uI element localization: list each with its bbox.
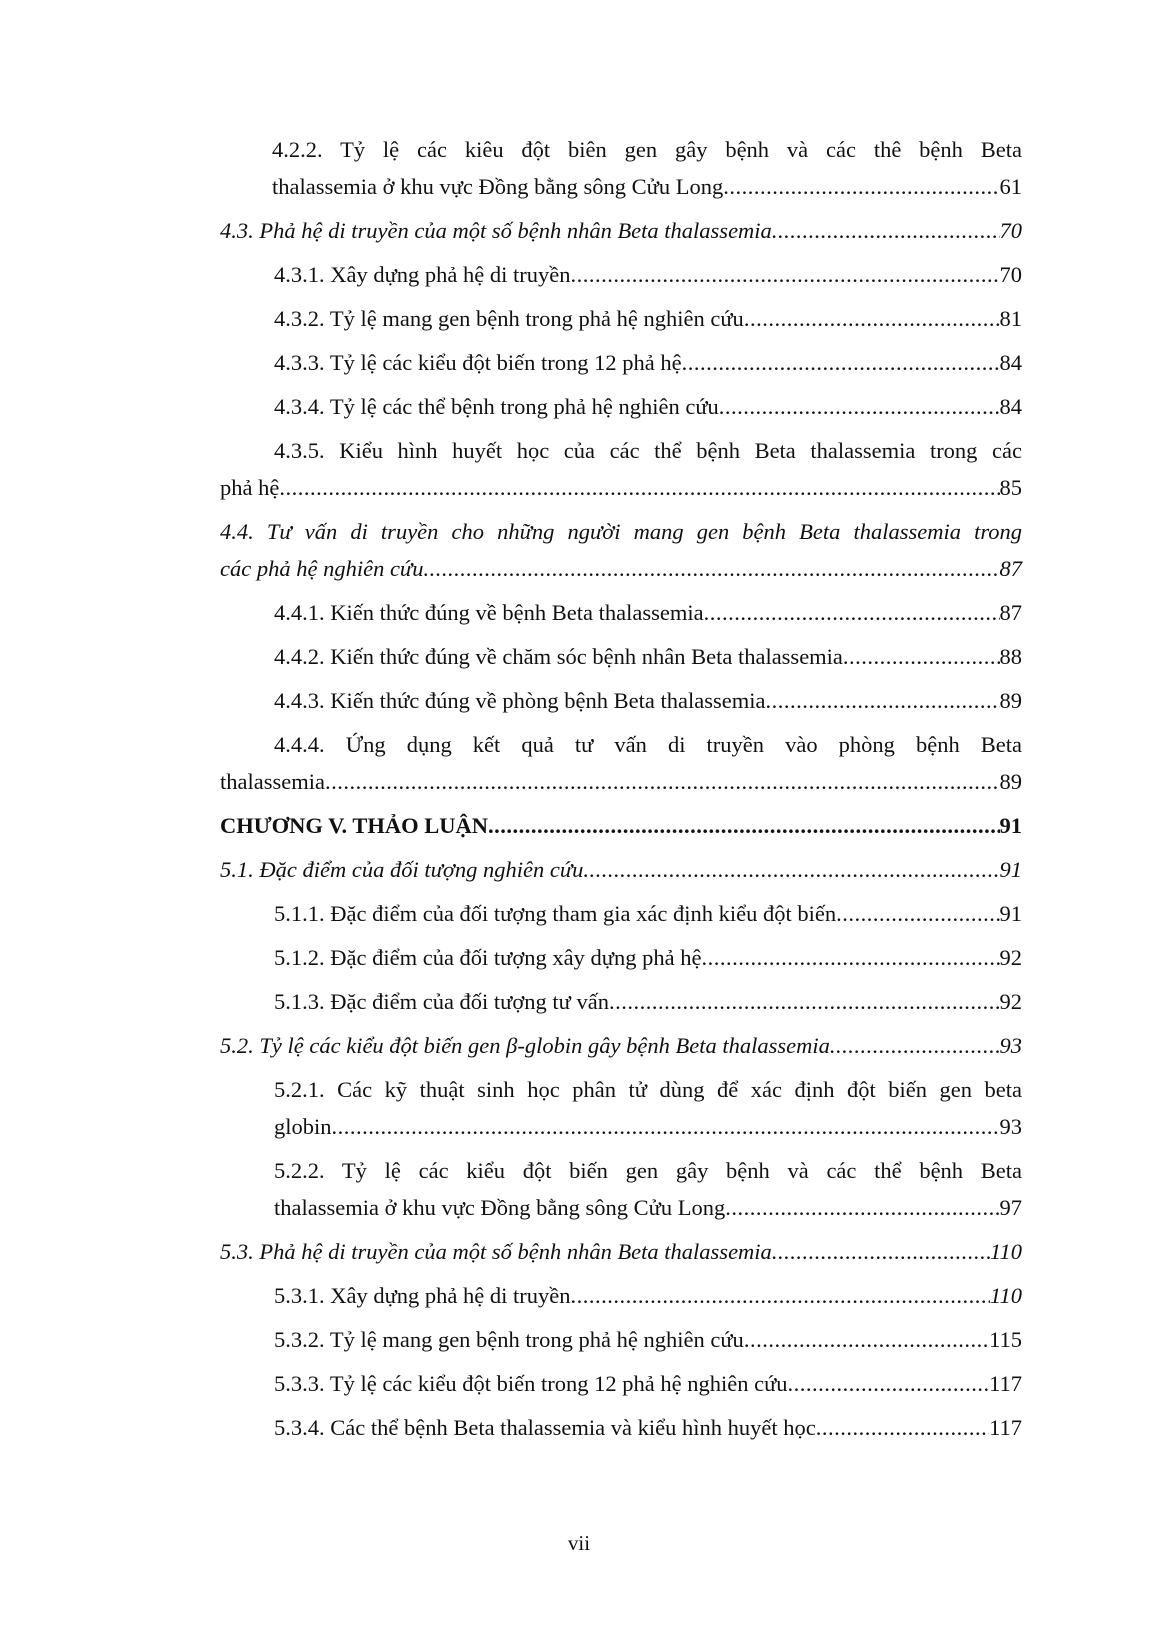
toc-entry-title: 4.2.2. Tỷ lệ các kiêu đột biên gen gây bệnh và các thê bệnh Beta <box>272 137 1022 162</box>
leader-dots <box>843 638 1000 675</box>
toc-entry-title: 5.2. Tỷ lệ các kiểu đột biến gen β-globin gây bệnh Beta thalassemia <box>220 1033 830 1058</box>
toc-entry-4-4[interactable] <box>220 513 1022 594</box>
toc-entry-title: 4.4.1. Kiến thức đúng về bệnh Beta thalassemia <box>274 600 704 625</box>
toc-entry-title: 5.3. Phả hệ di truyền của một số bệnh nhân Beta thalassemia <box>220 1239 772 1264</box>
leader-dots <box>744 1321 989 1358</box>
leader-dots <box>571 1277 990 1314</box>
page-number: 91 <box>999 857 1022 882</box>
toc-entry-4-3[interactable] <box>220 212 1022 256</box>
toc-entry-4-3-2[interactable] <box>220 300 1022 344</box>
toc-entry-title: 5.1.3. Đặc điểm của đối tượng tư vấn <box>274 989 609 1014</box>
toc-entry-5-3-1[interactable] <box>220 1277 1022 1321</box>
toc-entry-title: 5.3.3. Tỷ lệ các kiểu đột biến trong 12 phả hệ nghiên cứu <box>274 1371 788 1396</box>
leader-dots <box>816 1409 989 1446</box>
toc-entry-title: CHƯƠNG V. THẢO LUẬN <box>220 813 488 838</box>
page-number: 92 <box>999 989 1022 1014</box>
toc-entry-title: 5.2.1. Các kỹ thuật sinh học phân tử dùng để xác định đột biến gen beta <box>274 1077 1022 1102</box>
toc-entry-4-4-3[interactable] <box>220 682 1022 726</box>
toc-entry-4-2-2[interactable] <box>220 131 1022 212</box>
leader-dots <box>719 388 1000 425</box>
toc-entry-title-cont: các phả hệ nghiên cứu <box>220 556 424 581</box>
toc-entry-title: 5.3.2. Tỷ lệ mang gen bệnh trong phả hệ nghiên cứu <box>274 1327 744 1352</box>
page-number: 89 <box>999 769 1022 794</box>
page-number: 110 <box>989 1283 1022 1308</box>
toc-entry-title: 4.4.2. Kiến thức đúng về chăm sóc bệnh nhân Beta thalassemia <box>274 644 843 669</box>
leader-dots <box>725 1189 999 1226</box>
page-footer-number: vii <box>567 1531 591 1555</box>
page-number: 117 <box>989 1415 1022 1440</box>
toc-entry-title: 4.4.3. Kiến thức đúng về phòng bệnh Beta thalassemia <box>274 688 766 713</box>
toc-entry-title: 4.3. Phả hệ di truyền của một số bệnh nhân Beta thalassemia <box>220 218 772 243</box>
page-number: 84 <box>999 350 1022 375</box>
toc-entry-5-1-2[interactable] <box>220 939 1022 983</box>
toc-entry-title: 5.1.1. Đặc điểm của đối tượng tham gia xác định kiểu đột biến <box>274 901 837 926</box>
toc-entry-4-3-3[interactable] <box>220 344 1022 388</box>
page-number: 81 <box>999 306 1022 331</box>
page-number: 84 <box>999 394 1022 419</box>
page-number: 97 <box>999 1195 1022 1220</box>
leader-dots <box>788 1365 990 1402</box>
page-number: 87 <box>999 556 1022 581</box>
toc-entry-title: 4.3.3. Tỷ lệ các kiểu đột biến trong 12 phả hệ <box>274 350 682 375</box>
toc-entry-title-cont: thalassemia ở khu vực Đồng bằng sông Cửu Long <box>272 174 724 199</box>
toc-entry-title: 5.2.2. Tỷ lệ các kiểu đột biến gen gây bệnh và các thể bệnh Beta <box>274 1158 1022 1183</box>
toc-entry-5-3[interactable] <box>220 1233 1022 1277</box>
leader-dots <box>682 344 1000 381</box>
leader-dots <box>744 300 1000 337</box>
toc-entry-5-1[interactable] <box>220 851 1022 895</box>
toc-entry-title: 4.3.1. Xây dựng phả hệ di truyền <box>274 262 571 287</box>
leader-dots <box>723 168 999 205</box>
page-number: 91 <box>999 901 1022 926</box>
page-number: 89 <box>999 688 1022 713</box>
leader-dots <box>609 983 1000 1020</box>
leader-dots <box>332 1108 1000 1145</box>
toc-entry-title-cont: globin <box>274 1114 332 1139</box>
toc-entry-5-1-1[interactable] <box>220 895 1022 939</box>
toc-entry-4-3-1[interactable] <box>220 256 1022 300</box>
toc-entry-title-cont: thalassemia ở khu vực Đồng bằng sông Cửu Long <box>274 1195 726 1220</box>
leader-dots <box>279 469 999 506</box>
page-number: 70 <box>999 218 1022 243</box>
leader-dots <box>701 939 999 976</box>
leader-dots <box>765 682 999 719</box>
toc-entry-5-2[interactable] <box>220 1027 1022 1071</box>
toc-entry-5-1-3[interactable] <box>220 983 1022 1027</box>
leader-dots <box>830 1027 1000 1064</box>
toc-entry-5-3-4[interactable] <box>220 1409 1022 1453</box>
leader-dots <box>583 851 999 888</box>
toc-entry-5-2-1[interactable] <box>220 1071 1022 1152</box>
toc-entry-4-4-2[interactable] <box>220 638 1022 682</box>
toc-entry-title-cont: phả hệ <box>220 475 280 500</box>
toc-entry-4-4-4[interactable] <box>220 726 1022 807</box>
page-number: 93 <box>999 1114 1022 1139</box>
toc-entry-title-cont: thalassemia <box>220 769 325 794</box>
page-number: 110 <box>989 1239 1022 1264</box>
page-number: 91 <box>999 813 1022 838</box>
toc-entry-5-2-2[interactable] <box>220 1152 1022 1233</box>
toc-entry-title: 5.3.1. Xây dựng phả hệ di truyền <box>274 1283 571 1308</box>
table-of-contents <box>220 131 1022 1453</box>
page-number: 61 <box>999 174 1022 199</box>
leader-dots <box>423 550 999 587</box>
toc-entry-4-3-4[interactable] <box>220 388 1022 432</box>
page-number: 117 <box>989 1371 1022 1396</box>
leader-dots <box>488 807 1000 844</box>
toc-entry-title: 5.1.2. Đặc điểm của đối tượng xây dựng phả hệ <box>274 945 702 970</box>
page-number: 87 <box>999 600 1022 625</box>
leader-dots <box>571 256 1000 293</box>
leader-dots <box>704 594 1000 631</box>
toc-entry-title: 4.3.5. Kiểu hình huyết học của các thể bệnh Beta thalassemia trong các <box>274 438 1022 463</box>
leader-dots <box>325 763 1000 800</box>
toc-entry-title: 4.4.4. Ứng dụng kết quả tư vấn di truyền vào phòng bệnh Beta <box>274 732 1022 757</box>
toc-entry-title: 4.4. Tư vấn di truyền cho những người mang gen bệnh Beta thalassemia trong <box>220 519 1022 544</box>
toc-entry-5-3-3[interactable] <box>220 1365 1022 1409</box>
toc-entry-4-3-5[interactable] <box>220 432 1022 513</box>
toc-entry-title: 4.3.4. Tỷ lệ các thể bệnh trong phả hệ nghiên cứu <box>274 394 719 419</box>
page-number: 88 <box>999 644 1022 669</box>
page-number: 92 <box>999 945 1022 970</box>
toc-entry-5-3-2[interactable] <box>220 1321 1022 1365</box>
toc-entry-title: 5.3.4. Các thể bệnh Beta thalassemia và kiểu hình huyết học <box>274 1415 816 1440</box>
leader-dots <box>772 1233 990 1270</box>
page-number: 93 <box>999 1033 1022 1058</box>
page-number: 115 <box>989 1327 1022 1352</box>
page-number: 70 <box>999 262 1022 287</box>
toc-entry-chapter-5[interactable] <box>220 807 1022 851</box>
toc-entry-4-4-1[interactable] <box>220 594 1022 638</box>
page-number: 85 <box>999 475 1022 500</box>
leader-dots <box>772 212 1000 249</box>
leader-dots <box>836 895 999 932</box>
toc-entry-title: 4.3.2. Tỷ lệ mang gen bệnh trong phả hệ nghiên cứu <box>274 306 744 331</box>
toc-entry-title: 5.1. Đặc điểm của đối tượng nghiên cứu <box>220 857 584 882</box>
